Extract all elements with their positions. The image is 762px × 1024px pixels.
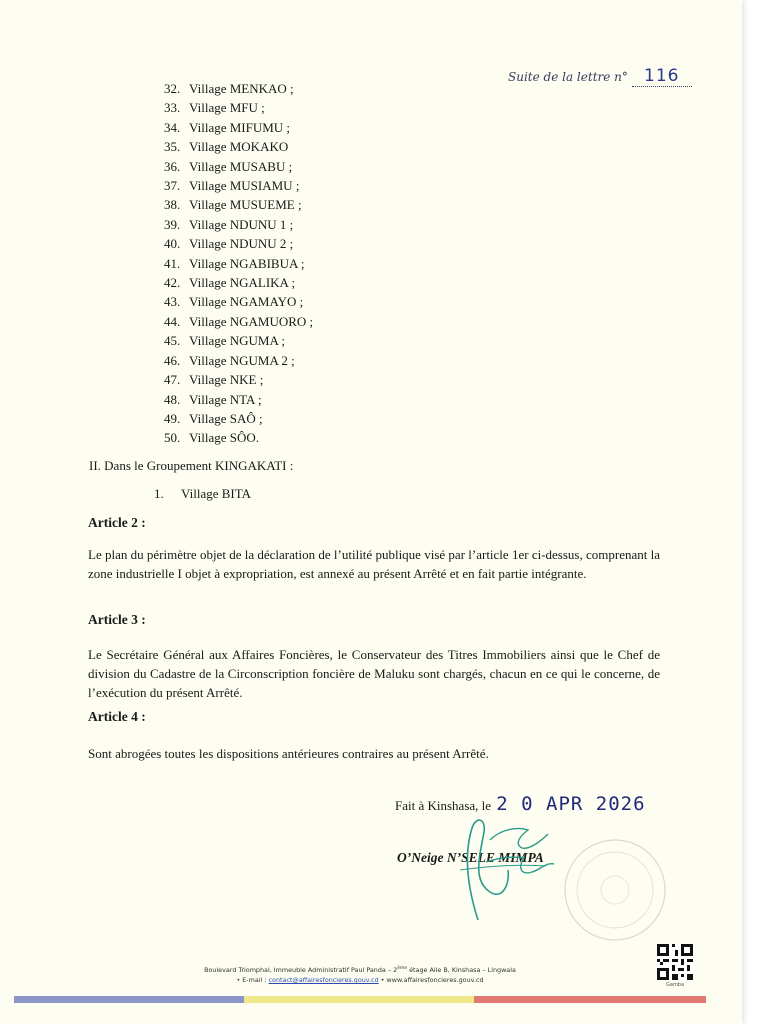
village-number: 37. [164,178,181,194]
footer-address-line [150,964,570,975]
village-number: 42. [164,275,181,291]
footer-address [150,964,570,985]
village-number: 43. [164,294,181,310]
village-number: 45. [164,333,181,349]
article-4-title: Article 4 : [88,709,146,724]
groupement-heading: II. Dans le Groupement KINGAKATI : [89,458,294,473]
village-item [164,79,313,98]
village-item [164,234,313,253]
footer-address-prefix: Boulevard Triomphal, Immeuble Administratif Paul Panda – 2 [204,966,398,975]
village-label: Village MOKAKO [189,139,289,155]
letter-reference-label: Suite de la lettre n° [508,70,628,84]
village-item [164,390,313,409]
footer-email-link[interactable]: contact@affairesfoncieres.gouv.cd [268,976,379,985]
village-item [164,273,313,292]
village-label: Village MFU ; [189,100,265,116]
village-item [164,157,313,176]
village-item [164,331,313,350]
village-item [164,292,313,311]
footer-address-suffix: étage Aile B, Kinshasa – Lingwala [407,966,516,975]
village-item [164,370,313,389]
village-item [164,254,313,273]
village-item [164,137,313,156]
village-item [164,409,313,428]
article-3-body: Le Secrétaire Général aux Affaires Foncières, le Conservateur des Titres Immobiliers ainsi que le Chef de division du Cadastre de la Circonscription foncière de Maluku sont chargés, chacun en ce qui le concerne, de l’exécution du présent Arrêté. [88,647,660,700]
village-number: 32. [164,81,181,96]
village-item [164,312,313,331]
groupement-item-number: 1. [154,486,164,501]
village-label: Village NGUMA ; [189,333,285,349]
village-label: Village MENKAO ; [189,81,294,96]
village-number: 48. [164,391,181,407]
article-2-title: Article 2 : [88,515,146,530]
place-label: Fait à Kinshasa, le [395,798,492,813]
date-stamp: 2 0 APR 2026 [496,793,646,815]
article-4-body: Sont abrogées toutes les dispositions antérieures contraires au présent Arrêté. [88,746,489,761]
signer-name: O’Neige N’SELE MIMPA [397,850,544,865]
article-3-title: Article 3 : [88,612,146,627]
village-item [164,428,313,447]
groupement-item [154,486,251,502]
qr-code [657,944,693,980]
village-label: Village NDUNU 2 ; [189,236,294,252]
village-item [164,98,313,117]
village-number: 36. [164,158,181,174]
village-label: Village MUSIAMU ; [189,178,300,194]
flag-band-red [474,996,706,1003]
village-item [164,195,313,214]
village-label: Village NGALIKA ; [189,275,296,291]
village-number: 46. [164,352,181,368]
village-number: 47. [164,372,181,388]
village-number: 44. [164,313,181,329]
village-label: Village NGAMUORO ; [189,313,314,329]
village-label: Village NKE ; [189,372,264,388]
village-label: Village SAÔ ; [189,410,263,426]
village-number: 40. [164,236,181,252]
article-2-body: Le plan du périmètre objet de la déclaration de l’utilité publique visé par l’article 1er ci-dessus, comprenant la zone industrielle I objet à expropriation, est annexé au présent Arrêté et en fait partie intégrante. [88,547,660,581]
village-item [164,351,313,370]
village-label: Village NGABIBUA ; [189,255,305,271]
village-label: Village MUSABU ; [189,158,293,174]
handwritten-signature [450,800,580,930]
letter-number: 116 [632,66,692,87]
village-number: 33. [164,100,181,116]
village-label: Village MUSUEME ; [189,197,302,213]
village-item [164,215,313,234]
village-label: Village NTA ; [189,391,262,407]
flag-band-blue [14,996,244,1003]
village-label: Village NDUNU 1 ; [189,216,294,232]
footer-website[interactable]: • www.affairesfoncieres.gouv.cd [378,976,484,985]
footer-address-sup: ème [397,966,408,971]
village-number: 34. [164,119,181,135]
village-item [164,176,313,195]
groupement-item-label: Village BITA [181,486,252,501]
footer-email-label: • E-mail : [236,976,269,985]
qr-caption: Gamba [666,982,685,988]
village-number: 49. [164,410,181,426]
village-number: 38. [164,197,181,213]
village-number: 39. [164,216,181,232]
village-list [164,79,313,448]
footer-contact-line [150,975,570,985]
village-label: Village SÔO. [189,430,259,446]
village-label: Village MIFUMU ; [189,119,291,135]
village-number: 50. [164,430,181,446]
village-label: Village NGUMA 2 ; [189,352,295,368]
village-item [164,118,313,137]
letter-reference [508,66,692,87]
village-label: Village NGAMAYO ; [189,294,304,310]
village-number: 41. [164,255,181,271]
flag-band-yellow [244,996,474,1003]
village-number: 35. [164,139,181,155]
